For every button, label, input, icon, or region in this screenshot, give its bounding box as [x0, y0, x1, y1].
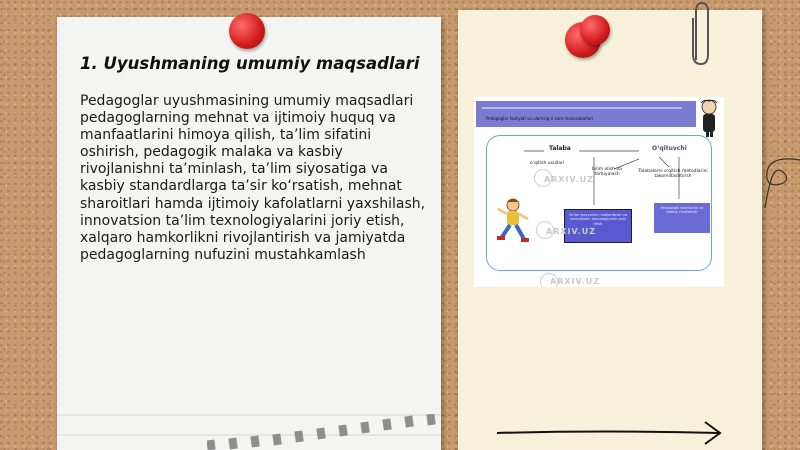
- diagram-label-methods: o‘qitish usullari: [529, 161, 565, 166]
- pushpin-icon: [580, 15, 610, 45]
- diagram-box-cooperation: Pedagogik hamkorlik va kasbiy rivojlanish: [654, 203, 710, 233]
- diagram-label-learning: bilim olish va tarbiyalash: [592, 167, 622, 177]
- pushpin-icon: [229, 13, 265, 49]
- section-title: 1. Uyushmaning umumiy maqsadlari: [80, 54, 420, 73]
- node-student: Talaba: [549, 145, 571, 152]
- diagram-label-improve: Talabalarni o‘qitish metodlarini takomillashtirish: [638, 169, 708, 179]
- paperclip-icon: [688, 0, 714, 68]
- next-arrow-icon[interactable]: [495, 418, 725, 448]
- watermark-text: ARXIV.UZ: [544, 175, 594, 184]
- node-teacher: O‘qituvchi: [652, 145, 687, 152]
- swirl-doodle-icon: [755, 150, 800, 210]
- diagram-image: [474, 97, 724, 287]
- diagram-arrows: [474, 97, 724, 287]
- diagram-header-text: Pedagoglar faoliyati va ularning o‘zaro munosabatlari: [486, 116, 594, 121]
- watermark-text: ARXIV.UZ: [550, 277, 600, 286]
- diagram-box-innovation: Ta’lim jarayonini rivojlantirish va innovatsion texnologiyalar joriy etish: [564, 209, 632, 243]
- section-paragraph: Pedagoglar uyushmasining umumiy maqsadlari pedagoglarning mehnat va ijtimoiy huquq va manfaatlarini himoya qilish, ta’lim sifatini oshirish, pedagogik malaka va kasbiy rivojlanishni ta’minlash, ta’lim siyosatiga va kasbiy standardlarga ta’sir ko‘rsatish, mehnat sharoitlari hamda ijtimoiy kafolatlarni yaxshilash, innovatsion ta’lim texnologiyalarini joriy etish, xalqaro hamkorlikni rivojlantirish va jamiyatda pedagoglarning nufuzini mustahkamlash: [80, 93, 426, 263]
- torn-edge-perforation: [207, 414, 441, 450]
- running-student-icon: [496, 197, 530, 243]
- watermark-text: ARXIV.UZ: [546, 227, 596, 236]
